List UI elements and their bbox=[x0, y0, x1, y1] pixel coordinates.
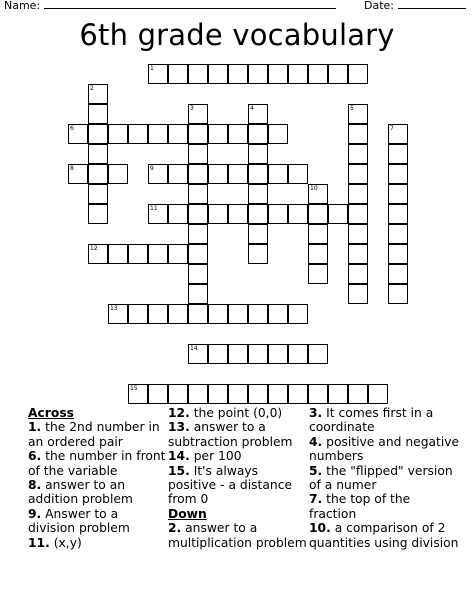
grid-cell[interactable] bbox=[168, 64, 188, 84]
grid-cell[interactable] bbox=[288, 64, 308, 84]
clue-number-15: 15 bbox=[130, 385, 138, 392]
grid-cell[interactable] bbox=[88, 204, 108, 224]
grid-cell[interactable] bbox=[348, 204, 368, 224]
grid-cell[interactable] bbox=[188, 164, 208, 184]
grid-cell[interactable] bbox=[188, 224, 208, 244]
grid-cell[interactable] bbox=[168, 124, 188, 144]
grid-cell[interactable] bbox=[348, 164, 368, 184]
grid-cell[interactable] bbox=[248, 64, 268, 84]
grid-cell[interactable] bbox=[88, 104, 108, 124]
grid-cell[interactable] bbox=[228, 64, 248, 84]
page-title: 6th grade vocabulary bbox=[79, 18, 395, 52]
clue-across-13: 13. answer to a subtraction problem bbox=[168, 420, 293, 449]
clue-down-3: 3. It comes first in a coordinate bbox=[309, 406, 434, 435]
grid-cell[interactable] bbox=[308, 244, 328, 264]
grid-cell[interactable] bbox=[308, 204, 328, 224]
grid-cell[interactable] bbox=[288, 164, 308, 184]
grid-cell[interactable] bbox=[248, 144, 268, 164]
grid-cell[interactable] bbox=[188, 264, 208, 284]
grid-cell[interactable] bbox=[228, 124, 248, 144]
clue-number-6: 6 bbox=[70, 125, 74, 132]
grid-cell[interactable] bbox=[248, 244, 268, 264]
clues-col-3 bbox=[309, 406, 461, 550]
grid-cell[interactable] bbox=[88, 164, 108, 184]
grid-cell[interactable] bbox=[148, 124, 168, 144]
grid-cell[interactable] bbox=[348, 144, 368, 164]
grid-cell[interactable] bbox=[128, 304, 148, 324]
clue-number-1: 1 bbox=[150, 65, 154, 72]
grid-cell[interactable] bbox=[328, 384, 348, 404]
grid-cell[interactable] bbox=[248, 384, 268, 404]
grid-cell[interactable] bbox=[108, 244, 128, 264]
clue-number-13: 13 bbox=[110, 305, 118, 312]
grid-cell[interactable] bbox=[148, 244, 168, 264]
grid-cell[interactable] bbox=[348, 184, 368, 204]
grid-cell[interactable] bbox=[348, 264, 368, 284]
grid-cell[interactable] bbox=[248, 124, 268, 144]
clue-across-14: 14. per 100 bbox=[168, 449, 242, 464]
grid-cell[interactable] bbox=[88, 124, 108, 144]
clue-down-2: 2. answer to a multiplication problem bbox=[168, 521, 307, 550]
grid-cell[interactable] bbox=[228, 304, 248, 324]
grid-cell[interactable] bbox=[188, 184, 208, 204]
clue-across-8: 8. answer to an addition problem bbox=[28, 478, 133, 507]
across-heading: Across bbox=[28, 406, 74, 420]
grid-cell[interactable] bbox=[248, 304, 268, 324]
grid-cell[interactable] bbox=[368, 384, 388, 404]
clues-col-2 bbox=[168, 406, 308, 550]
grid-cell[interactable] bbox=[348, 384, 368, 404]
grid-cell[interactable] bbox=[268, 304, 288, 324]
grid-cell[interactable] bbox=[208, 164, 228, 184]
grid-cell[interactable] bbox=[188, 244, 208, 264]
grid-cell[interactable] bbox=[208, 304, 228, 324]
grid-cell[interactable] bbox=[228, 344, 248, 364]
clue-number-7: 7 bbox=[390, 125, 394, 132]
clue-number-3: 3 bbox=[190, 105, 194, 112]
clues-col-1 bbox=[28, 406, 168, 550]
grid-cell[interactable] bbox=[388, 204, 408, 224]
grid-cell[interactable] bbox=[268, 64, 288, 84]
clue-number-10: 10 bbox=[310, 185, 318, 192]
clue-down-4: 4. positive and negative numbers bbox=[309, 434, 460, 464]
clue-number-12: 12 bbox=[90, 245, 98, 252]
clue-number-5: 5 bbox=[350, 105, 354, 112]
grid-cell[interactable] bbox=[208, 344, 228, 364]
grid-cell[interactable] bbox=[88, 144, 108, 164]
grid-cell[interactable] bbox=[108, 164, 128, 184]
grid-cell[interactable] bbox=[188, 124, 208, 144]
grid-cell[interactable] bbox=[208, 204, 228, 224]
grid-cell[interactable] bbox=[308, 384, 328, 404]
date-label: Date: bbox=[364, 0, 394, 12]
clue-across-15: 15. It's always positive - a distance from 0 bbox=[168, 463, 293, 507]
grid-cell[interactable] bbox=[288, 384, 308, 404]
clue-number-2: 2 bbox=[90, 85, 94, 92]
grid-cell[interactable] bbox=[388, 244, 408, 264]
grid-cell[interactable] bbox=[348, 244, 368, 264]
grid-cell[interactable] bbox=[88, 184, 108, 204]
grid-cell[interactable] bbox=[228, 384, 248, 404]
clue-number-14: 14 bbox=[190, 345, 198, 352]
grid-cell[interactable] bbox=[388, 184, 408, 204]
grid-cell[interactable] bbox=[168, 164, 188, 184]
grid-cell[interactable] bbox=[128, 244, 148, 264]
down-heading: Down bbox=[168, 506, 207, 521]
grid-cell[interactable] bbox=[168, 204, 188, 224]
grid-cell[interactable] bbox=[388, 264, 408, 284]
clue-number-9: 9 bbox=[150, 165, 154, 172]
grid-cell[interactable] bbox=[228, 164, 248, 184]
grid-cell[interactable] bbox=[188, 284, 208, 304]
grid-cell[interactable] bbox=[268, 384, 288, 404]
grid-cell[interactable] bbox=[148, 304, 168, 324]
grid-cell[interactable] bbox=[268, 164, 288, 184]
grid-cell[interactable] bbox=[388, 144, 408, 164]
grid-cell[interactable] bbox=[348, 224, 368, 244]
clue-number-4: 4 bbox=[250, 105, 254, 112]
clue-across-9: 9. Answer to a division problem bbox=[28, 506, 130, 536]
grid-cell[interactable] bbox=[168, 304, 188, 324]
grid-cell[interactable] bbox=[188, 144, 208, 164]
grid-cell[interactable] bbox=[388, 164, 408, 184]
grid-cell[interactable] bbox=[208, 384, 228, 404]
grid-cell[interactable] bbox=[308, 64, 328, 84]
grid-cell[interactable] bbox=[168, 244, 188, 264]
grid-cell[interactable] bbox=[348, 64, 368, 84]
clue-across-12: 12. the point (0,0) bbox=[168, 406, 283, 420]
grid-cell[interactable] bbox=[288, 204, 308, 224]
grid-cell[interactable] bbox=[248, 204, 268, 224]
grid-cell[interactable] bbox=[188, 204, 208, 224]
grid-cell[interactable] bbox=[288, 344, 308, 364]
grid-cell[interactable] bbox=[248, 224, 268, 244]
grid-cell[interactable] bbox=[248, 344, 268, 364]
grid-cell[interactable] bbox=[168, 384, 188, 404]
grid-cell[interactable] bbox=[108, 124, 128, 144]
clue-number-8: 8 bbox=[70, 165, 74, 172]
grid-cell[interactable] bbox=[268, 344, 288, 364]
grid-cell[interactable] bbox=[348, 124, 368, 144]
grid-cell[interactable] bbox=[308, 264, 328, 284]
clue-across-11: 11. (x,y) bbox=[28, 535, 82, 550]
grid-cell[interactable] bbox=[188, 64, 208, 84]
grid-cell[interactable] bbox=[268, 124, 288, 144]
grid-cell[interactable] bbox=[188, 384, 208, 404]
grid-cell[interactable] bbox=[308, 344, 328, 364]
grid-cell[interactable] bbox=[348, 284, 368, 304]
grid-cell[interactable] bbox=[248, 164, 268, 184]
grid-cell[interactable] bbox=[328, 204, 348, 224]
name-label: Name: bbox=[4, 0, 41, 12]
grid-cell[interactable] bbox=[188, 304, 208, 324]
clue-down-5: 5. the "flipped" version of a numer bbox=[309, 463, 453, 493]
clue-across-1: 1. the 2nd number in an ordered pair bbox=[28, 420, 160, 449]
clue-across-6: 6. the number in front of the variable bbox=[28, 449, 166, 478]
grid-cell[interactable] bbox=[148, 384, 168, 404]
clue-down-10: 10. a comparison of 2 quantities using division bbox=[309, 521, 459, 550]
grid-cell[interactable] bbox=[388, 224, 408, 244]
grid-cell[interactable] bbox=[388, 284, 408, 304]
clue-number-11: 11 bbox=[150, 205, 158, 212]
clue-down-7: 7. the top of the fraction bbox=[309, 492, 411, 521]
grid-cell[interactable] bbox=[208, 64, 228, 84]
grid-cell[interactable] bbox=[128, 124, 148, 144]
grid-cell[interactable] bbox=[228, 204, 248, 224]
grid-cell[interactable] bbox=[308, 224, 328, 244]
grid-cell[interactable] bbox=[268, 204, 288, 224]
grid-cell[interactable] bbox=[248, 184, 268, 204]
grid-cell[interactable] bbox=[288, 304, 308, 324]
grid-cell[interactable] bbox=[328, 64, 348, 84]
grid-cell[interactable] bbox=[208, 124, 228, 144]
